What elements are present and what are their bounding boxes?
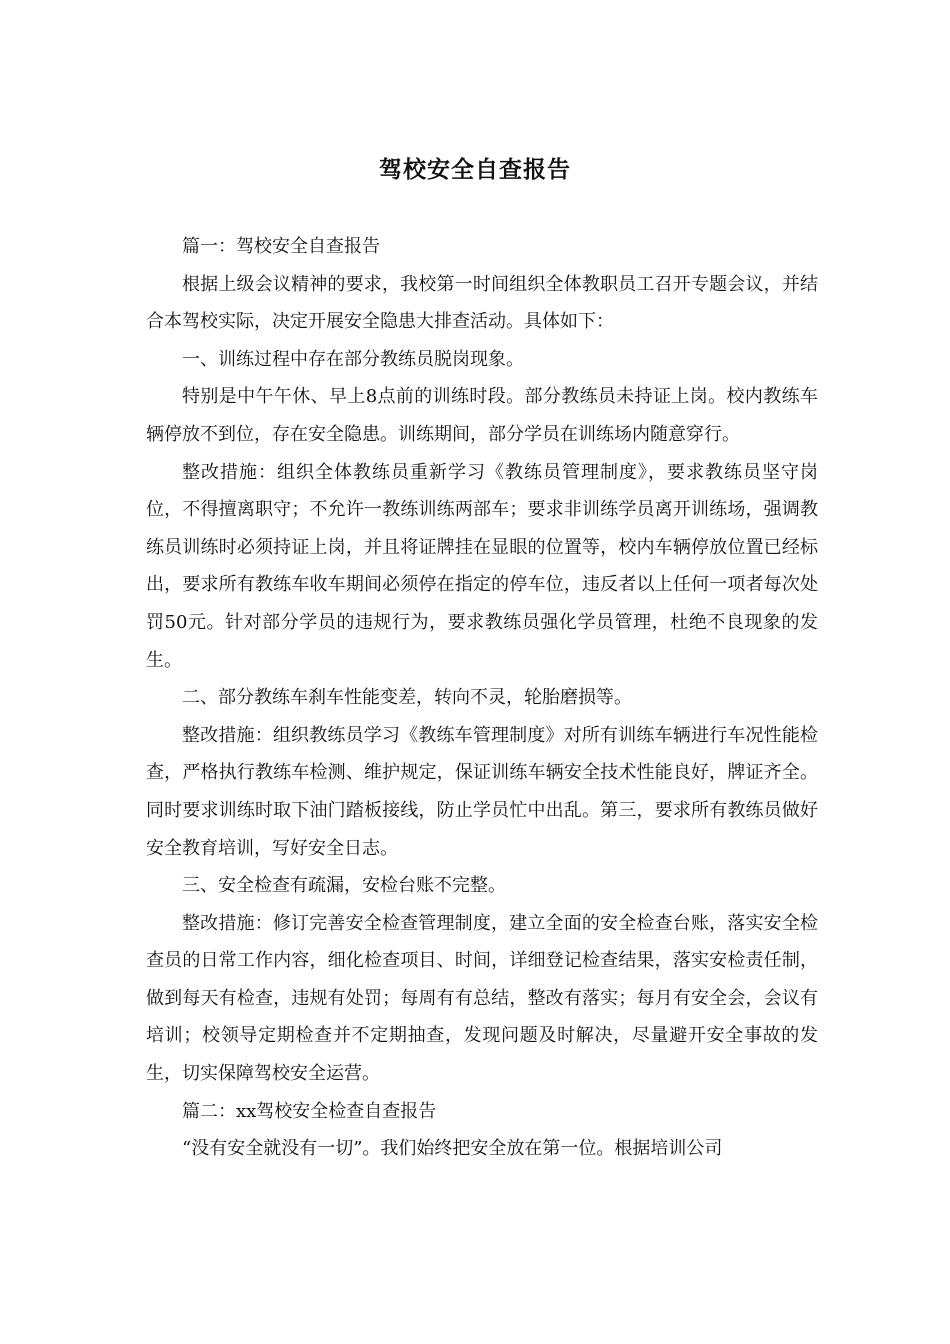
paragraph-part-two-intro: “没有安全就没有一切”。我们始终把安全放在第一位。根据培训公司 bbox=[182, 1138, 723, 1160]
paragraph-issue-two-measures: 整改措施：组织教练员学习《教练车管理制度》对所有训练车辆进行车况性能检查，严格执行教练车检测、维护规定，保证训练车辆安全技术性能良好，牌证齐全。同时要求训练时取下油门踏板接线，防止学员忙中出乱。第三，要求所有教练员做好安全教育培训，写好安全日志。 bbox=[146, 724, 818, 859]
paragraph-issue-two: 二、部分教练车刹车性能变差，转向不灵，轮胎磨损等。 bbox=[182, 687, 632, 709]
paragraph-intro: 根据上级会议精神的要求，我校第一时间组织全体教职员工召开专题会议，并结合本驾校实际，决定开展安全隐患大排查活动。具体如下： bbox=[146, 273, 818, 333]
document-body bbox=[146, 228, 818, 1168]
paragraph-issue-one: 一、训练过程中存在部分教练员脱岗现象。 bbox=[182, 348, 524, 370]
document-title: 驾校安全自查报告 bbox=[379, 156, 571, 183]
paragraph-issue-three: 三、安全检查有疏漏，安检台账不完整。 bbox=[182, 875, 506, 897]
paragraph-issue-three-measures: 整改措施：修订完善安全检查管理制度，建立全面的安全检查台账，落实安全检查员的日常工作内容，细化检查项目、时间，详细登记检查结果，落实安检责任制，做到每天有检查，违规有处罚；每周有有总结，整改有落实；每月有安全会，会议有培训；校领导定期检查并不定期抽查，发现问题及时解决，尽量避开安全事故的发生，切实保障驾校安全运营。 bbox=[146, 912, 818, 1085]
paragraph-issue-one-measures: 整改措施：组织全体教练员重新学习《教练员管理制度》，要求教练员坚守岗位，不得擅离职守；不允许一教练训练两部车；要求非训练学员离开训练场，强调教练员训练时必须持证上岗，并且将证牌挂在显眼的位置等，校内车辆停放位置已经标出，要求所有教练车收车期间必须停在指定的停车位，违反者以上任何一项者每次处罚50元。针对部分学员的违规行为，要求教练员强化学员管理，杜绝不良现象的发生。 bbox=[146, 461, 818, 671]
paragraph-part-one-heading: 篇一：驾校安全自查报告 bbox=[182, 236, 380, 257]
paragraph-part-two-heading: 篇二：xx驾校安全检查自查报告 bbox=[182, 1100, 437, 1122]
paragraph-issue-one-detail: 特别是中午午休、早上8点前的训练时段。部分教练员未持证上岗。校内教练车辆停放不到位，存在安全隐患。训练期间，部分学员在训练场内随意穿行。 bbox=[146, 386, 818, 445]
